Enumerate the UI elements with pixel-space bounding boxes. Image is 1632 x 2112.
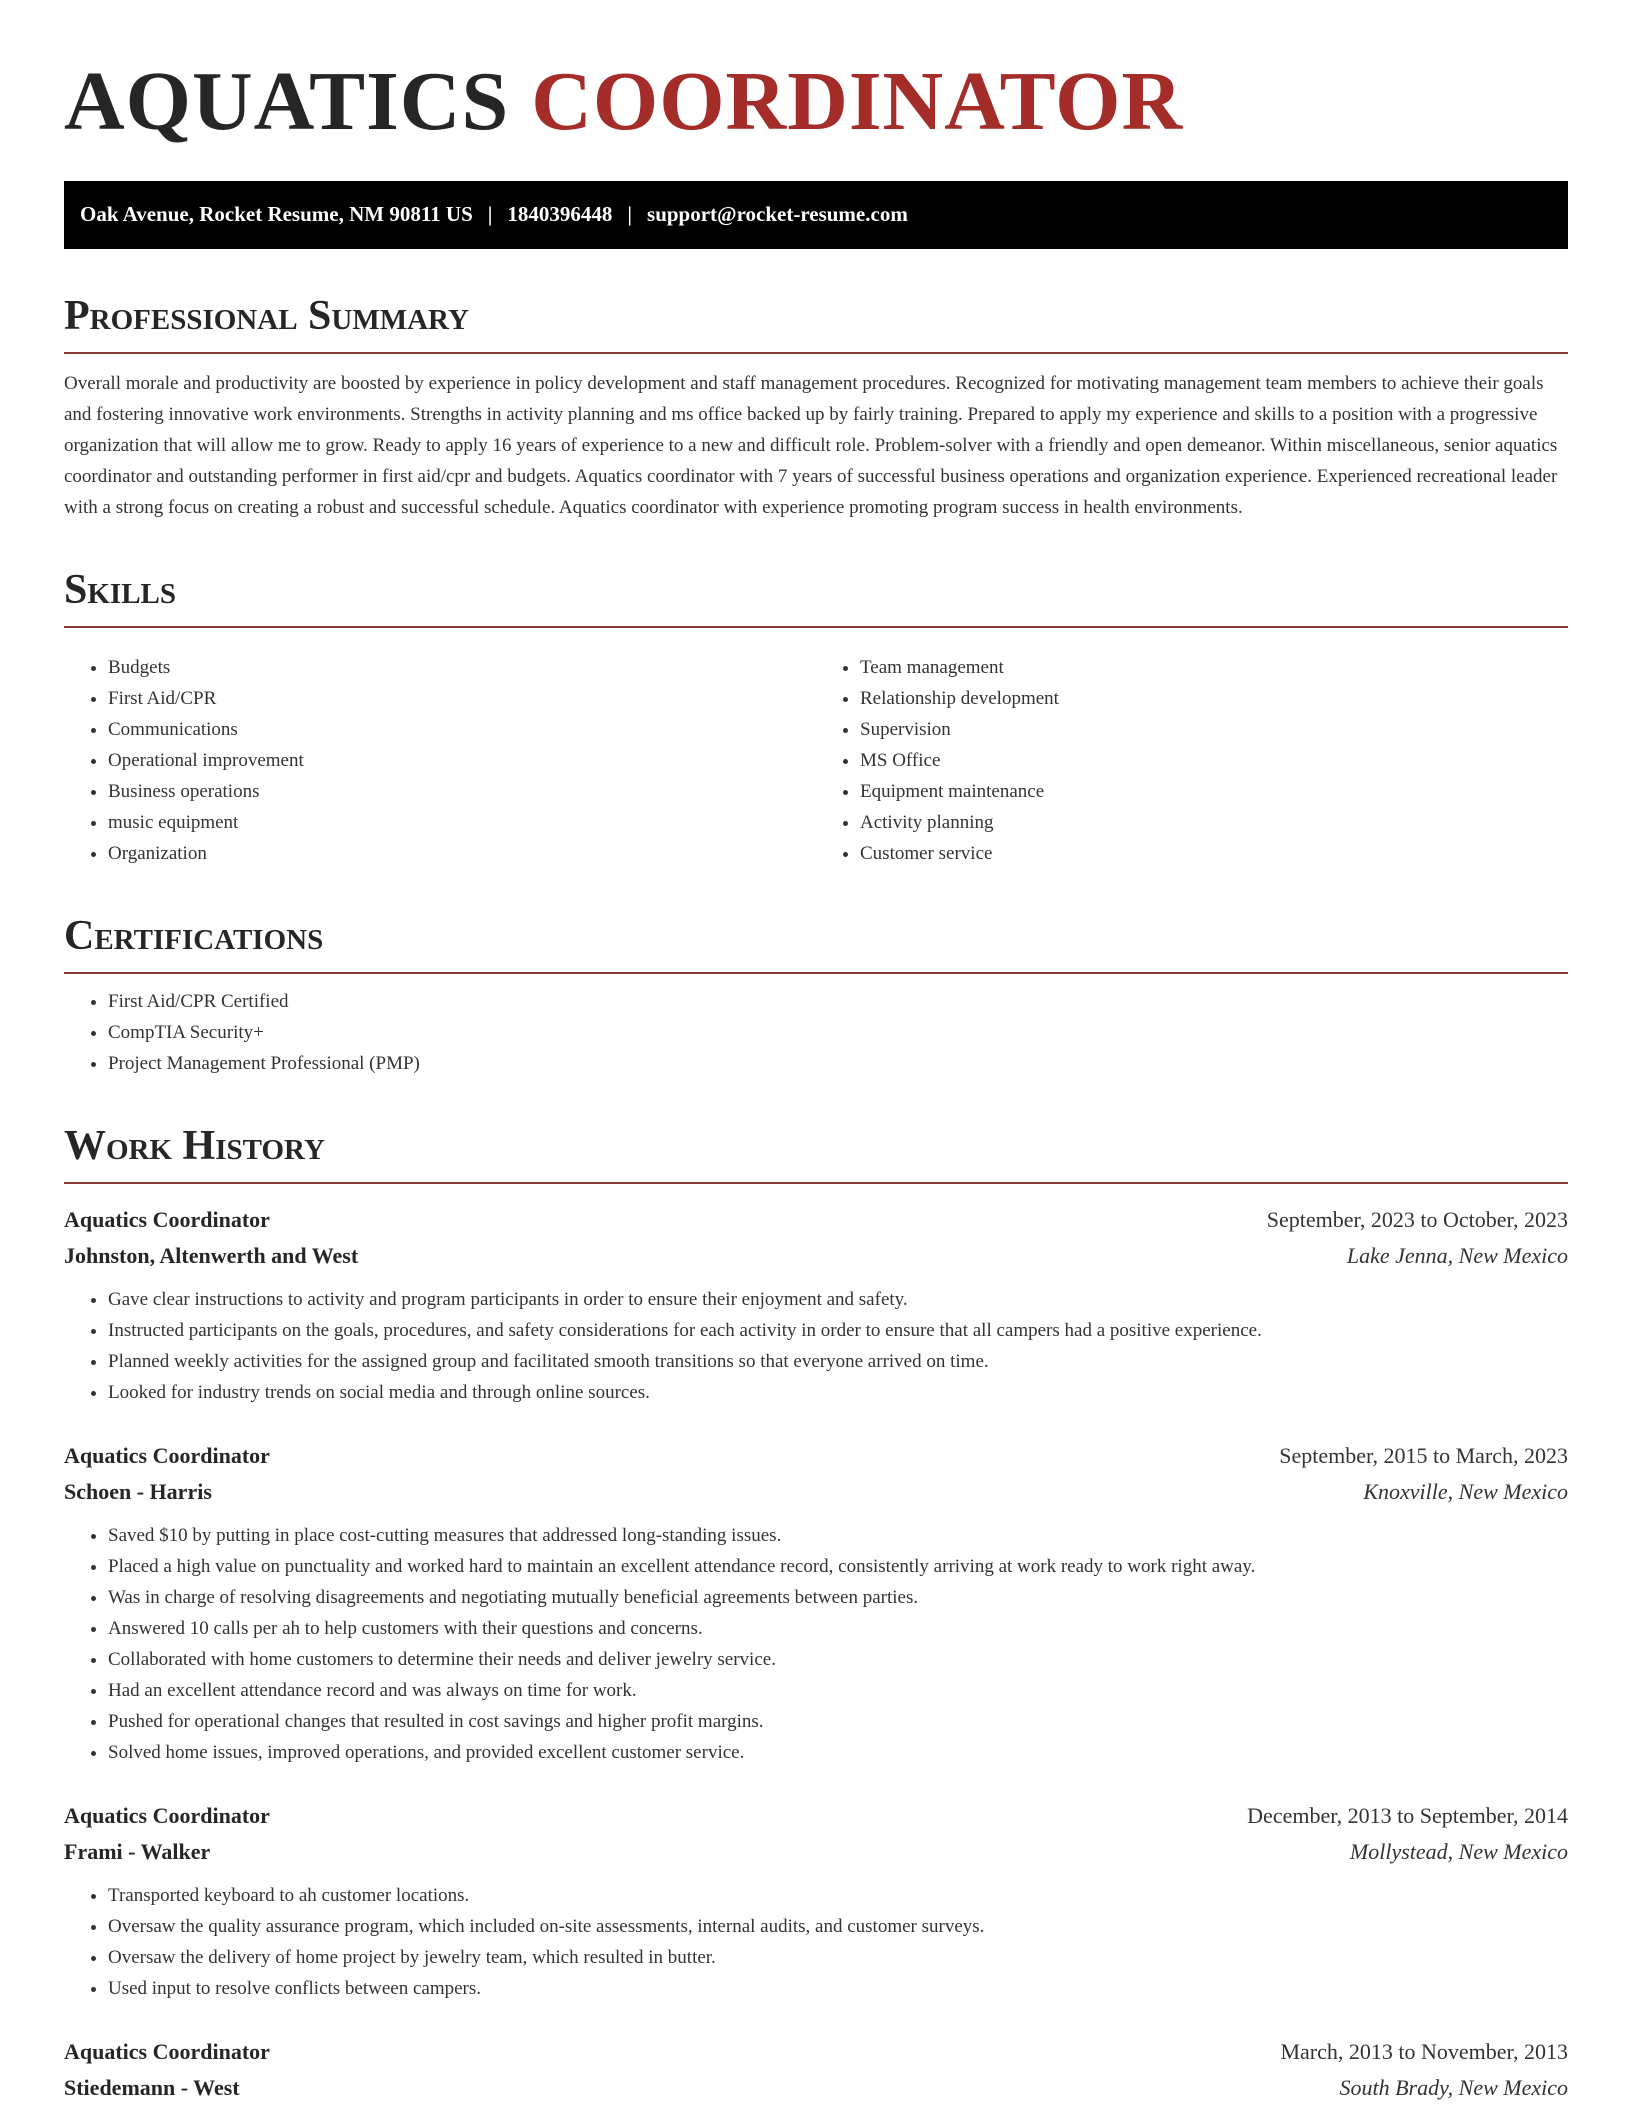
skill-item: • Communications [108, 714, 816, 745]
job-bullets [64, 1284, 1568, 1408]
job-bullet: • Planned weekly activities for the assigned group and facilitated smooth transitions so that everyone arrived on time. [108, 1346, 1568, 1377]
job-entry [64, 1202, 1568, 1408]
contact-bar [64, 181, 1568, 249]
job-bullets [64, 1520, 1568, 1768]
job-company: Johnston, Altenwerth and West [64, 1243, 359, 1269]
job-location: Mollystead, New Mexico [1349, 1839, 1568, 1865]
job-bullet: • Transported keyboard to ah customer locations. [108, 1880, 1568, 1911]
job-dates: September, 2015 to March, 2023 [1279, 1443, 1568, 1469]
job-bullet: • Answered 10 calls per ah to help customers with their questions and concerns. [108, 1613, 1568, 1644]
job-bullet: • Was in charge of resolving disagreements and negotiating mutually beneficial agreements between parties. [108, 1582, 1568, 1613]
job-company: Stiedemann - West [64, 2075, 240, 2101]
job-bullets [64, 1880, 1568, 2004]
job-header-row [64, 1798, 1568, 1834]
summary-heading: Professional Summary [64, 293, 1568, 354]
job-title: Aquatics Coordinator [64, 1207, 270, 1233]
certifications-heading: Certifications [64, 913, 1568, 974]
certifications-section [64, 913, 1568, 1079]
job-bullet: • Instructed participants on the goals, procedures, and safety considerations for each activity in order to ensure that all campers had a positive experience. [108, 1315, 1568, 1346]
skill-item: • Equipment maintenance [860, 776, 1568, 807]
job-bullet: • Pushed for operational changes that resulted in cost savings and higher profit margins. [108, 1706, 1568, 1737]
summary-text: Overall morale and productivity are boosted by experience in policy development and staff management procedures. Recognized for motivating management team members to achieve their goals and fostering innovative work environments. Strengths in activity planning and ms office backed up by fairly training. Prepared to apply my experience and skills to a position with a progressive organization that will allow me to grow. Ready to apply 16 years of experience to a new and difficult role. Problem-solver with a friendly and open demeanor. Within miscellaneous, senior aquatics coordinator and outstanding performer in first aid/cpr and budgets. Aquatics coordinator with 7 years of successful business operations and organization experience. Experienced recreational leader with a strong focus on creating a robust and successful schedule. Aquatics coordinator with experience promoting program success in health environments. [64, 372, 1558, 518]
job-bullet: • Oversaw the delivery of home project by jewelry team, which resulted in butter. [108, 1942, 1568, 1973]
contact-phone[interactable]: 1840396448 [507, 202, 613, 227]
work-heading: Work History [64, 1123, 1568, 1184]
certification-item: • Project Management Professional (PMP) [108, 1048, 1568, 1079]
job-bullet: • Collaborated with home customers to determine their needs and deliver jewelry service. [108, 1644, 1568, 1675]
job-bullet: • Used input to resolve conflicts between campers. [108, 1973, 1568, 2004]
skills-list-left [64, 652, 816, 869]
job-title: Aquatics Coordinator [64, 1803, 270, 1829]
skill-item: • Organization [108, 838, 816, 869]
job-bullet: • Placed a high value on punctuality and worked hard to maintain an excellent attendance record, consistently arriving at work ready to work right away. [108, 1551, 1568, 1582]
job-location: South Brady, New Mexico [1339, 2075, 1568, 2101]
skill-item: • Budgets [108, 652, 816, 683]
resume-name [64, 54, 1568, 151]
skill-item: • Supervision [860, 714, 1568, 745]
skill-item: • Customer service [860, 838, 1568, 869]
job-list [64, 1202, 1568, 2106]
skill-item: • Operational improvement [108, 745, 816, 776]
job-company-row [64, 2070, 1568, 2106]
job-entry [64, 1798, 1568, 2004]
job-bullet: • Solved home issues, improved operations, and provided excellent customer service. [108, 1737, 1568, 1768]
job-dates: March, 2013 to November, 2013 [1280, 2039, 1568, 2065]
job-dates: September, 2023 to October, 2023 [1266, 1207, 1568, 1233]
name-last: COORDINATOR [531, 55, 1184, 148]
job-company-row [64, 1474, 1568, 1510]
skills-section [64, 567, 1568, 869]
name-first: AQUATICS [64, 55, 510, 148]
job-company: Schoen - Harris [64, 1479, 212, 1505]
skill-item: • Business operations [108, 776, 816, 807]
work-section [64, 1123, 1568, 2106]
skills-columns [64, 640, 1568, 869]
skill-item: • Relationship development [860, 683, 1568, 714]
job-header-row [64, 2034, 1568, 2070]
job-bullet: • Looked for industry trends on social media and through online sources. [108, 1377, 1568, 1408]
skill-item: • Activity planning [860, 807, 1568, 838]
certifications-list [64, 986, 1568, 1079]
job-title: Aquatics Coordinator [64, 1443, 270, 1469]
job-bullet: • Oversaw the quality assurance program, which included on-site assessments, internal audits, and customer surveys. [108, 1911, 1568, 1942]
contact-email[interactable]: support@rocket-resume.com [647, 202, 908, 227]
summary-section [64, 293, 1568, 523]
job-location: Knoxville, New Mexico [1363, 1479, 1568, 1505]
skill-item: • music equipment [108, 807, 816, 838]
job-company-row [64, 1238, 1568, 1274]
job-bullet: • Had an excellent attendance record and was always on time for work. [108, 1675, 1568, 1706]
contact-address: Oak Avenue, Rocket Resume, NM 90811 US [80, 202, 473, 227]
job-dates: December, 2013 to September, 2014 [1247, 1803, 1568, 1829]
job-header-row [64, 1438, 1568, 1474]
skill-item: • Team management [860, 652, 1568, 683]
job-header-row [64, 1202, 1568, 1238]
job-company: Frami - Walker [64, 1839, 211, 1865]
job-bullet: • Saved $10 by putting in place cost-cutting measures that addressed long-standing issues. [108, 1520, 1568, 1551]
skills-list-right [816, 652, 1568, 869]
certification-item: • First Aid/CPR Certified [108, 986, 1568, 1017]
contact-separator: | [627, 202, 633, 227]
contact-separator: | [487, 202, 493, 227]
job-entry [64, 2034, 1568, 2106]
job-entry [64, 1438, 1568, 1768]
skills-heading: Skills [64, 567, 1568, 628]
job-location: Lake Jenna, New Mexico [1346, 1243, 1568, 1269]
job-title: Aquatics Coordinator [64, 2039, 270, 2065]
skill-item: • First Aid/CPR [108, 683, 816, 714]
job-company-row [64, 1834, 1568, 1870]
job-bullet: • Gave clear instructions to activity and program participants in order to ensure their enjoyment and safety. [108, 1284, 1568, 1315]
skill-item: • MS Office [860, 745, 1568, 776]
certification-item: • CompTIA Security+ [108, 1017, 1568, 1048]
